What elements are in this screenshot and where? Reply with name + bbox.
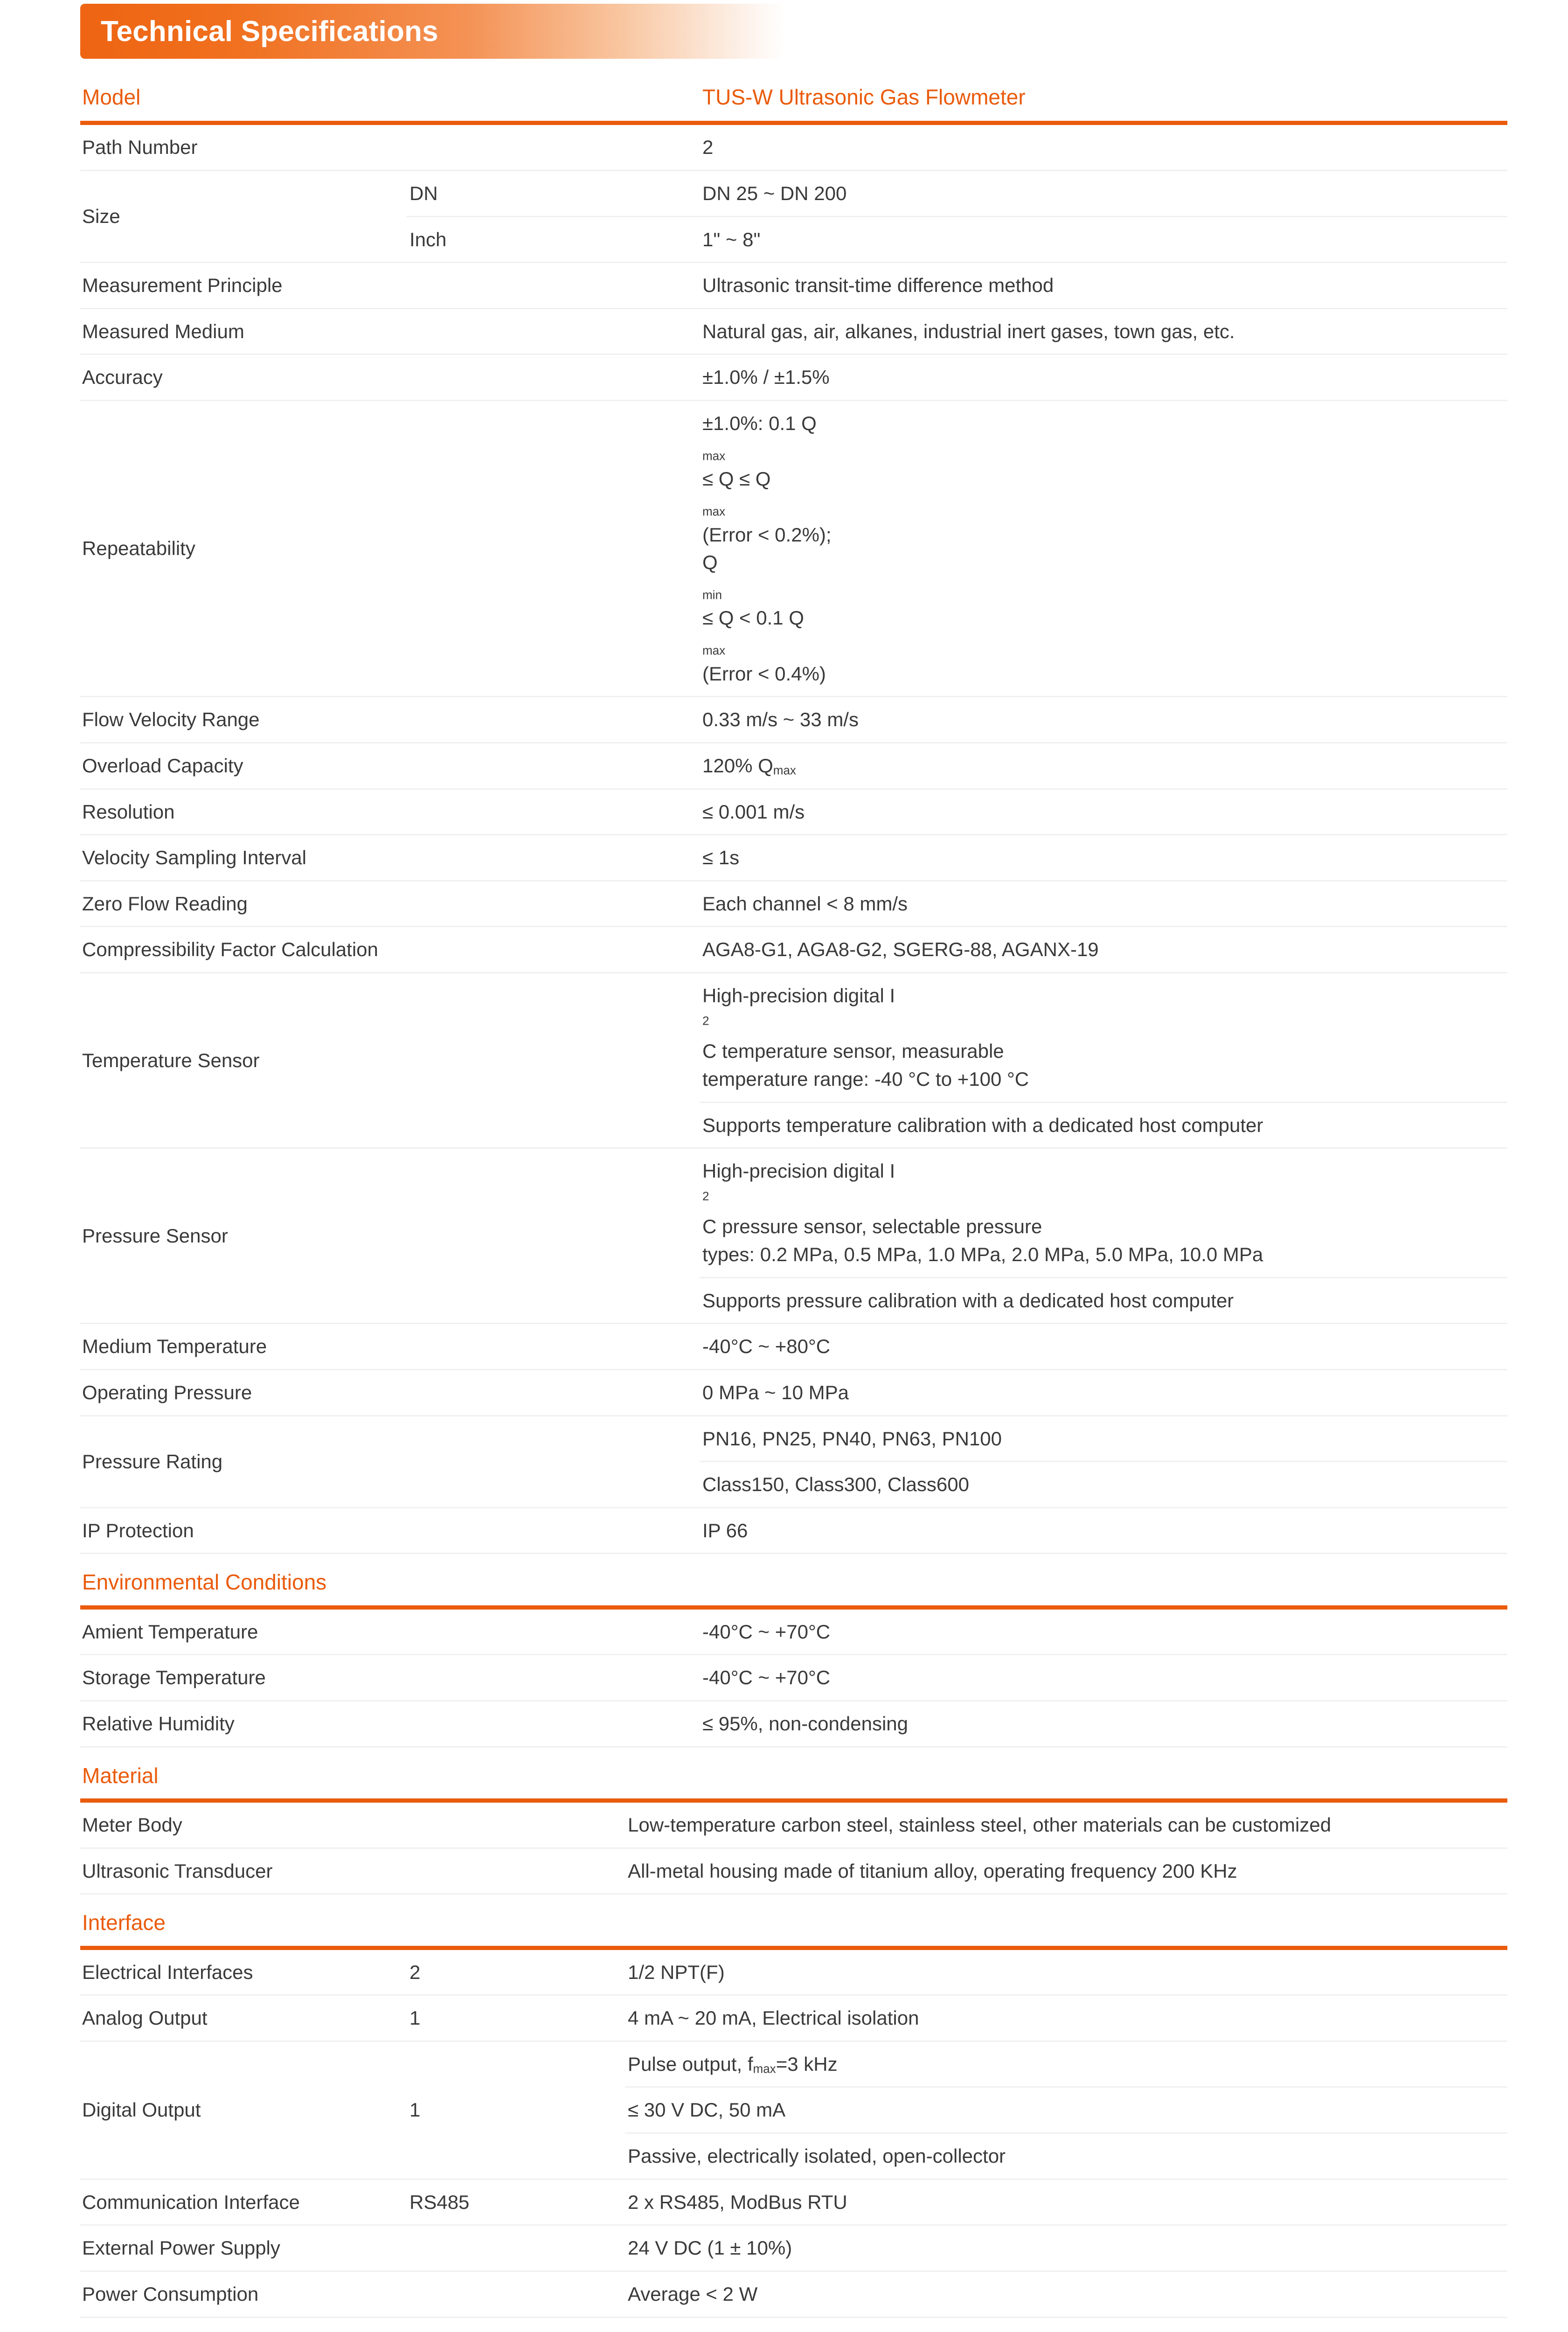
table-row bbox=[80, 401, 1507, 696]
pressure-rating-subrows bbox=[700, 1416, 1507, 1507]
temperature-sensor-subrows bbox=[700, 973, 1507, 1147]
measurement-principle-sub bbox=[407, 263, 700, 308]
table-subrow bbox=[625, 2086, 1507, 2132]
table-subrow bbox=[625, 2042, 1507, 2087]
repeatability-line-2: Q $_{min}$ ≤ Q < 0.1 Q $_{max}$ (Error < 0.4%) bbox=[702, 548, 832, 687]
table-subrow bbox=[700, 1102, 1507, 1148]
pressure-sensor-label: Pressure Sensor bbox=[80, 1149, 407, 1323]
section-title-data-storage bbox=[80, 2318, 407, 2332]
table-row bbox=[80, 1950, 1507, 1995]
section-title-material: Material bbox=[80, 1748, 407, 1798]
storage-temperature-sub bbox=[407, 1655, 700, 1700]
table-row bbox=[80, 1416, 1507, 1507]
velocity-sampling-interval-sub bbox=[407, 835, 700, 880]
ambient-temperature-value: -40°C ~ +70°C bbox=[700, 1610, 1507, 1654]
table-subrow bbox=[700, 1277, 1507, 1323]
temperature-sensor-value-1 bbox=[700, 973, 1507, 1102]
zero-flow-reading-value: Each channel < 8 mm/s bbox=[700, 881, 1507, 926]
repeatability-value bbox=[700, 401, 1507, 696]
communication-interface-value: 2 x RS485, ModBus RTU bbox=[625, 2180, 1507, 2225]
pressure-sensor-subrows bbox=[700, 1149, 1507, 1323]
table-row bbox=[80, 1324, 1507, 1369]
pressure-sensor-value-2: Supports pressure calibration with a dedicated host computer bbox=[700, 1278, 1507, 1323]
table-row bbox=[80, 881, 1507, 926]
resolution-value: ≤ 0.001 m/s bbox=[700, 790, 1507, 834]
table-row bbox=[80, 2180, 1507, 2225]
table-subrow bbox=[700, 1416, 1507, 1461]
operating-pressure-sub bbox=[407, 1370, 700, 1415]
measured-medium-sub bbox=[407, 309, 700, 354]
zero-flow-reading-label: Zero Flow Reading bbox=[80, 881, 407, 926]
zero-flow-reading-sub bbox=[407, 881, 700, 926]
ip-protection-label: IP Protection bbox=[80, 1508, 407, 1553]
overload-capacity-value: 120% $Q_{max}$ bbox=[700, 743, 1507, 788]
table-row bbox=[80, 1655, 1507, 1700]
measurement-principle-label: Measurement Principle bbox=[80, 263, 407, 308]
external-power-supply-label: External Power Supply bbox=[80, 2226, 407, 2270]
model-value: TUS-W Ultrasonic Gas Flowmeter bbox=[700, 77, 1507, 121]
table-row bbox=[80, 1803, 1507, 1847]
accuracy-sub bbox=[407, 355, 700, 400]
table-row bbox=[80, 790, 1507, 834]
table-row bbox=[80, 743, 1507, 788]
table-row bbox=[80, 355, 1507, 400]
analog-output-count: 1 bbox=[407, 1996, 625, 2040]
medium-temperature-sub bbox=[407, 1324, 700, 1369]
temp-sensor-line-1: High-precision digital I $^2$ C temperature sensor, measurable bbox=[702, 982, 1029, 1065]
compressibility-sub bbox=[407, 927, 700, 972]
velocity-sampling-interval-label: Velocity Sampling Interval bbox=[80, 835, 407, 880]
table-row bbox=[80, 171, 1507, 262]
pressure-rating-value-2: Class150, Class300, Class600 bbox=[700, 1462, 1507, 1507]
storage-temperature-label: Storage Temperature bbox=[80, 1655, 407, 1700]
digital-output-value-2: ≤ 30 V DC, 50 mA bbox=[625, 2088, 1507, 2132]
size-dn-label: DN bbox=[407, 171, 700, 216]
path-number-value: 2 bbox=[700, 125, 1507, 170]
measurement-principle-value: Ultrasonic transit-time difference method bbox=[700, 263, 1507, 308]
table-row bbox=[80, 927, 1507, 972]
path-number-label: Path Number bbox=[80, 125, 407, 170]
section-accent-rule bbox=[80, 1946, 1507, 1950]
relative-humidity-sub bbox=[407, 1701, 700, 1746]
repeatability-sub bbox=[407, 401, 700, 696]
analog-output-value: 4 mA ~ 20 mA, Electrical isolation bbox=[625, 1996, 1507, 2040]
digital-output-count: 1 bbox=[407, 2042, 625, 2179]
size-subrows bbox=[407, 171, 1507, 262]
specifications-table bbox=[80, 77, 1507, 2332]
model-sub-spacer bbox=[407, 77, 700, 121]
size-inch-label: Inch bbox=[407, 217, 700, 262]
table-row bbox=[80, 697, 1507, 742]
analog-output-label: Analog Output bbox=[80, 1996, 407, 2040]
meter-body-value: Low-temperature carbon steel, stainless steel, other materials can be customized bbox=[625, 1803, 1507, 1847]
size-label: Size bbox=[80, 171, 407, 262]
table-subrow bbox=[407, 171, 1507, 216]
section-title-interface: Interface bbox=[80, 1895, 407, 1945]
section-title-environmental: Environmental Conditions bbox=[80, 1554, 407, 1605]
ambient-temperature-label: Amient Temperature bbox=[80, 1610, 407, 1654]
compressibility-label: Compressibility Factor Calculation bbox=[80, 927, 407, 972]
velocity-sampling-interval-value: ≤ 1s bbox=[700, 835, 1507, 880]
page-banner bbox=[80, 4, 784, 59]
model-label: Model bbox=[80, 77, 407, 121]
pressure-sensor-line-1: High-precision digital I $^2$ C pressure sensor, selectable pressure bbox=[702, 1157, 1263, 1241]
communication-interface-label: Communication Interface bbox=[80, 2180, 407, 2225]
ultrasonic-transducer-value: All-metal housing made of titanium alloy, operating frequency 200 KHz bbox=[625, 1849, 1507, 1894]
temperature-sensor-label: Temperature Sensor bbox=[80, 973, 407, 1147]
overload-capacity-sub bbox=[407, 743, 700, 788]
power-consumption-sub bbox=[407, 2272, 625, 2317]
table-row bbox=[80, 1996, 1507, 2040]
compressibility-value: AGA8-G1, AGA8-G2, SGERG-88, AGANX-19 bbox=[700, 927, 1507, 972]
temperature-sensor-value-2: Supports temperature calibration with a dedicated host computer bbox=[700, 1103, 1507, 1148]
flow-velocity-range-label: Flow Velocity Range bbox=[80, 697, 407, 742]
accuracy-label: Accuracy bbox=[80, 355, 407, 400]
medium-temperature-label: Medium Temperature bbox=[80, 1324, 407, 1369]
flow-velocity-range-sub bbox=[407, 697, 700, 742]
path-number-sub bbox=[407, 125, 700, 170]
table-row bbox=[80, 263, 1507, 308]
table-subrow bbox=[407, 216, 1507, 262]
table-row bbox=[80, 1370, 1507, 1415]
resolution-sub bbox=[407, 790, 700, 834]
medium-temperature-value: -40°C ~ +80°C bbox=[700, 1324, 1507, 1369]
pressure-sensor-line-2: types: 0.2 MPa, 0.5 MPa, 1.0 MPa, 2.0 MPa, 5.0 MPa, 10.0 MPa bbox=[702, 1241, 1263, 1269]
digital-output-label: Digital Output bbox=[80, 2042, 407, 2179]
temp-sensor-line-2: temperature range: -40 °C to +100 °C bbox=[702, 1065, 1029, 1093]
temperature-sensor-sub bbox=[407, 973, 700, 1147]
resolution-label: Resolution bbox=[80, 790, 407, 834]
external-power-supply-sub bbox=[407, 2226, 625, 2270]
table-row bbox=[80, 1508, 1507, 1553]
power-consumption-value: Average < 2 W bbox=[625, 2272, 1507, 2317]
measured-medium-label: Measured Medium bbox=[80, 309, 407, 354]
digital-output-value-3: Passive, electrically isolated, open-collector bbox=[625, 2134, 1507, 2179]
pressure-rating-label: Pressure Rating bbox=[80, 1416, 407, 1507]
ip-protection-value: IP 66 bbox=[700, 1508, 1507, 1553]
digital-output-value-1: Pulse output, $f_{max}=3$ kHz bbox=[625, 2042, 1507, 2087]
overload-capacity-label: Overload Capacity bbox=[80, 743, 407, 788]
section-accent-rule bbox=[80, 1605, 1507, 1610]
ambient-temperature-sub bbox=[407, 1610, 700, 1654]
interface-electrical-interfaces-value: 1/2 NPT(F) bbox=[625, 1950, 1507, 1995]
pressure-rating-value-1: PN16, PN25, PN40, PN63, PN100 bbox=[700, 1416, 1507, 1461]
table-row bbox=[80, 2272, 1507, 2317]
table-row bbox=[80, 125, 1507, 170]
ultrasonic-transducer-label: Ultrasonic Transducer bbox=[80, 1849, 407, 1894]
repeatability-label: Repeatability bbox=[80, 401, 407, 696]
repeatability-line-1: ±1.0%: 0.1 Q $_{max}$ ≤ Q ≤ Q $_{max}$ (Error < 0.2%); bbox=[702, 409, 832, 548]
table-row bbox=[80, 1701, 1507, 1746]
table-row bbox=[80, 309, 1507, 354]
table-subrow bbox=[625, 2132, 1507, 2179]
operating-pressure-value: 0 MPa ~ 10 MPa bbox=[700, 1370, 1507, 1415]
relative-humidity-label: Relative Humidity bbox=[80, 1701, 407, 1746]
operating-pressure-label: Operating Pressure bbox=[80, 1370, 407, 1415]
ultrasonic-transducer-sub bbox=[407, 1849, 625, 1894]
size-dn-value: DN 25 ~ DN 200 bbox=[700, 171, 1507, 216]
interface-electrical-interfaces-count: 2 bbox=[407, 1950, 625, 1995]
table-subrow bbox=[700, 1149, 1507, 1277]
storage-temperature-value: -40°C ~ +70°C bbox=[700, 1655, 1507, 1700]
interface-electrical-interfaces-label: Electrical Interfaces bbox=[80, 1950, 407, 1995]
ip-protection-sub bbox=[407, 1508, 700, 1553]
pressure-sensor-value-1 bbox=[700, 1149, 1507, 1277]
section-header-environmental bbox=[80, 1554, 1507, 1605]
section-accent-rule bbox=[80, 1798, 1507, 1803]
spec-sheet-page bbox=[0, 4, 1568, 2332]
communication-interface-type: RS485 bbox=[407, 2180, 625, 2225]
meter-body-label: Meter Body bbox=[80, 1803, 407, 1847]
relative-humidity-value: ≤ 95%, non-condensing bbox=[700, 1701, 1507, 1746]
external-power-supply-value: 24 V DC (1 ± 10%) bbox=[625, 2226, 1507, 2270]
table-subrow bbox=[700, 1461, 1507, 1507]
header-accent-rule bbox=[80, 121, 1507, 125]
size-inch-value: 1" ~ 8" bbox=[700, 217, 1507, 262]
table-header-row bbox=[80, 77, 1507, 121]
pressure-sensor-sub bbox=[407, 1149, 700, 1323]
table-row bbox=[80, 2226, 1507, 2270]
accuracy-value: ±1.0% / ±1.5% bbox=[700, 355, 1507, 400]
power-consumption-label: Power Consumption bbox=[80, 2272, 407, 2317]
flow-velocity-range-value: 0.33 m/s ~ 33 m/s bbox=[700, 697, 1507, 742]
table-row bbox=[80, 1849, 1507, 1894]
section-header-data-storage bbox=[80, 2318, 1507, 2332]
digital-output-subrows bbox=[625, 2042, 1507, 2179]
measured-medium-value: Natural gas, air, alkanes, industrial inert gases, town gas, etc. bbox=[700, 309, 1507, 354]
table-row bbox=[80, 1149, 1507, 1323]
table-row bbox=[80, 973, 1507, 1147]
meter-body-sub bbox=[407, 1803, 625, 1847]
table-row bbox=[80, 835, 1507, 880]
section-header-interface bbox=[80, 1895, 1507, 1945]
table-subrow bbox=[700, 973, 1507, 1102]
section-header-material bbox=[80, 1748, 1507, 1798]
page-title: Technical Specifications bbox=[80, 15, 438, 48]
pressure-rating-sub bbox=[407, 1416, 700, 1507]
table-row bbox=[80, 2042, 1507, 2179]
table-row bbox=[80, 1610, 1507, 1654]
